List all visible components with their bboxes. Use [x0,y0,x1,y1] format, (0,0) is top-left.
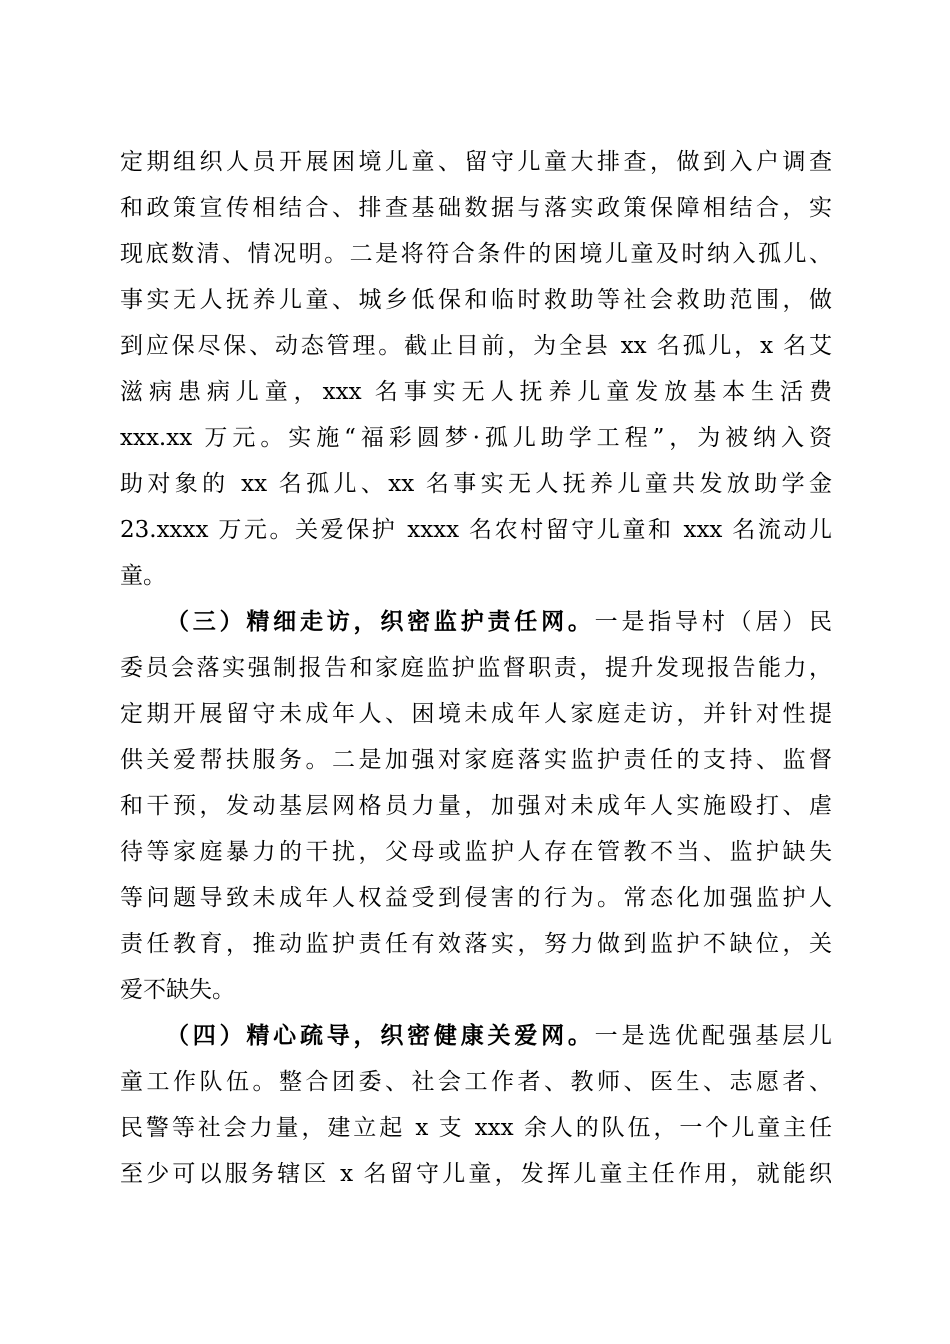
section-heading-3: （三）精细走访，织密监护责任网。 [166,608,595,635]
paragraph-2-line: 责任教育，推动监护责任有效落实，努力做到监护不缺位，关 [120,931,832,957]
paragraph-2-line: 定期开展留守未成年人、困境未成年人家庭走访，并针对性提 [120,701,832,727]
paragraph-2-line: 委员会落实强制报告和家庭监护监督职责，提升发现报告能力， [120,655,832,681]
paragraph-1-line: 童。 [120,563,166,589]
paragraph-1-line: 滋病患病儿童，xxx 名事实无人抚养儿童发放基本生活费 [120,379,832,405]
paragraph-1-line: 事实无人抚养儿童、城乡低保和临时救助等社会救助范围，做 [120,287,832,313]
paragraph-1-line: 现底数清、情况明。二是将符合条件的困境儿童及时纳入孤儿、 [120,241,832,267]
paragraph-2-line: 供关爱帮扶服务。二是加强对家庭落实监护责任的支持、监督 [120,747,832,773]
paragraph-1-line: 和政策宣传相结合、排查基础数据与落实政策保障相结合，实 [120,195,832,221]
paragraph-3-line: 至少可以服务辖区 x 名留守儿童，发挥儿童主任作用，就能织 [120,1161,832,1187]
paragraph-1-line: 助对象的 xx 名孤儿、xx 名事实无人抚养儿童共发放助学金 [120,471,832,497]
paragraph-3-text: 一是选优配强基层儿 [594,1023,833,1049]
paragraph-1-line: xxx.xx 万元。实施“福彩圆梦·孤儿助学工程”，为被纳入资 [120,425,832,451]
paragraph-2-line: 待等家庭暴力的干扰，父母或监护人存在管教不当、监护缺失 [120,839,832,865]
paragraph-2-text: 一是指导村（居）民 [594,609,833,635]
paragraph-3-line: 童工作队伍。整合团委、社会工作者、教师、医生、志愿者、 [120,1069,832,1095]
paragraph-1-line: 23.xxxx 万元。关爱保护 xxxx 名农村留守儿童和 xxx 名流动儿 [120,517,832,543]
paragraph-3-first-line [166,1021,832,1051]
paragraph-2-line: 爱不缺失。 [120,977,235,1003]
paragraph-2-line: 等问题导致未成年人权益受到侵害的行为。常态化加强监护人 [120,885,832,911]
paragraph-1-line: 到应保尽保、动态管理。截止目前，为全县 xx 名孤儿，x 名艾 [120,333,832,359]
paragraph-2-first-line [166,607,832,637]
paragraph-1-line: 定期组织人员开展困境儿童、留守儿童大排查，做到入户调查 [120,149,832,175]
paragraph-2-line: 和干预，发动基层网格员力量，加强对未成年人实施殴打、虐 [120,793,832,819]
section-heading-4: （四）精心疏导，织密健康关爱网。 [166,1022,595,1049]
paragraph-3-line: 民警等社会力量，建立起 x 支 xxx 余人的队伍，一个儿童主任 [120,1115,832,1141]
